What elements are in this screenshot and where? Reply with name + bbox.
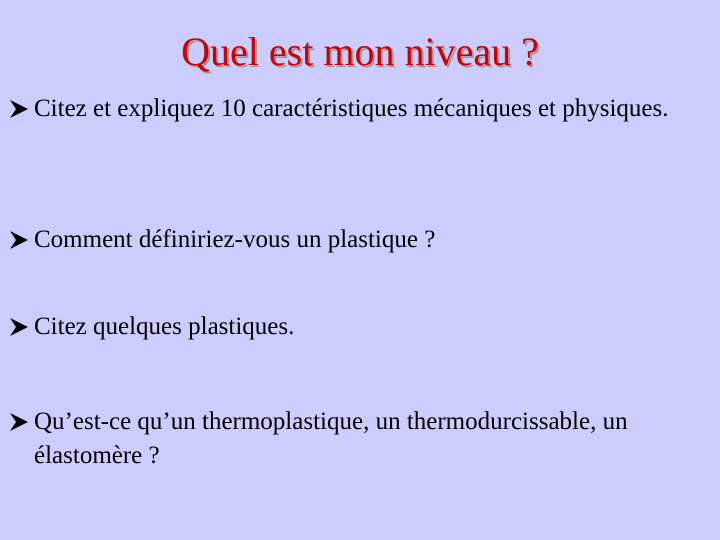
arrow-bullet-icon [8,223,32,257]
slide-title: Quel est mon niveau ? [181,29,539,74]
bullet-text: Citez et expliquez 10 caractéristiques mécaniques et physiques. [34,95,669,122]
bullet-item [8,223,708,257]
arrow-bullet-icon [8,405,32,439]
bullet-item [8,92,708,126]
bullet-text: Comment définiriez-vous un plastique ? [34,226,436,253]
arrow-bullet-icon [8,310,32,344]
bullet-text: Qu’est-ce qu’un thermoplastique, un thermodurcissable, un élastomère ? [34,408,628,469]
bullet-text: Citez quelques plastiques. [34,313,295,340]
bullet-item [8,405,708,473]
bullet-item [8,310,708,344]
arrow-bullet-icon [8,92,32,126]
